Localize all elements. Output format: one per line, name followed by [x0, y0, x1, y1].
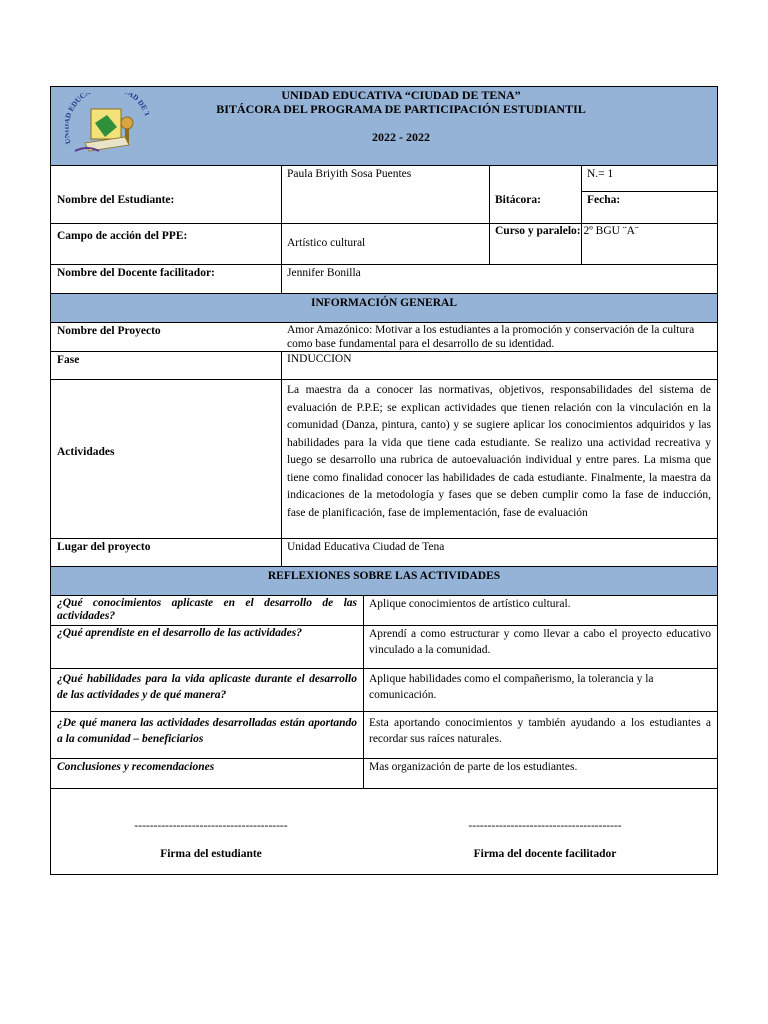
proyecto-value: Amor Amazónico: Motivar a los estudiantes a la promoción y conservación de la cultura como base fundamental para el desarrollo de su identidad.: [287, 324, 695, 350]
reflexion-answer: Mas organización de parte de los estudiantes.: [369, 761, 578, 773]
reflexion-question: ¿Qué conocimientos aplicaste en el desarrollo de las actividades?: [57, 597, 357, 622]
reflexion-answer: Aplique habilidades como el compañerismo, la tolerancia y la comunicación.: [369, 673, 654, 701]
reflexion-question: ¿De qué manera las actividades desarrolladas están aportando a la comunidad – beneficiarios: [57, 717, 357, 745]
section-info-general-title: INFORMACIÓN GENERAL: [311, 297, 457, 309]
log-form: [50, 86, 718, 875]
program-title: BITÁCORA DEL PROGRAMA DE PARTICIPACIÓN ESTUDIANTIL: [216, 102, 586, 116]
signature-label-teacher: Firma del docente facilitador: [473, 848, 617, 860]
signature-line-teacher: ----------------------------------------: [468, 820, 622, 832]
section-reflexiones: [51, 567, 717, 595]
lugar-label: Lugar del proyecto: [57, 541, 151, 553]
signature-line-student: ----------------------------------------: [134, 820, 288, 832]
fase-value: INDUCCION: [287, 353, 352, 365]
school-logo: [65, 93, 149, 159]
campo-label: Campo de acción del PPE:: [57, 230, 188, 242]
section-reflexiones-title: REFLEXIONES SOBRE LAS ACTIVIDADES: [267, 570, 501, 582]
student-value: Paula Briyith Sosa Puentes: [287, 168, 412, 180]
actividades-value: La maestra da a conocer las normativas, objetivos, responsabilidades del sistema de evaluación de P.P.E; se explican actividades que tienen relación con la vinculación en la comunidad (Danza, pintura, canto) y se sugiere aplicar los conocimientos adquiridos y las habilidades para la vida que tiene cada estudiante. Se realizo una actividad recreativa y luego se desarrollo una rubrica de autoevaluación individual y entre pares. La misma que tiene como finalidad conocer las habilidades de cada estudiante. Finalmente, la maestra da indicaciones de la metodología y fases que se deben cumplir como la fase de inducción, fase de planificación, fase de implementación, fase de evaluación: [287, 384, 711, 519]
reflexion-question: Conclusiones y recomendaciones: [57, 761, 215, 773]
reflexion-answer: Esta aportando conocimientos y también ayudando a los estudiantes a recordar sus raíces naturales.: [369, 717, 711, 745]
svg-text:UNIDAD EDUCATIVA CIUDAD DE TEN: EDUC AD DE: [66, 93, 149, 113]
student-label: Nombre del Estudiante:: [57, 194, 175, 206]
campo-value: Artístico cultural: [287, 237, 366, 249]
signature-label-student: Firma del estudiante: [160, 848, 262, 860]
curso-cell: [489, 222, 719, 241]
curso-label: Curso y paralelo:: [495, 225, 581, 237]
year-range: 2022 - 2022: [372, 130, 430, 144]
proyecto-label: Nombre del Proyecto: [57, 325, 161, 337]
section-info-general: [51, 294, 717, 322]
curso-value: 2º BGU ¨A¨: [583, 225, 639, 237]
fecha-label: Fecha:: [587, 194, 621, 206]
header-titles: [151, 87, 651, 144]
docente-value: Jennifer Bonilla: [287, 267, 361, 279]
reflexion-answer: Aprendí a como estructurar y como llevar a cabo el proyecto educativo vinculado a la comunidad.: [369, 628, 711, 656]
reflexion-answer: Aplique conocimientos de artístico cultural.: [369, 598, 571, 610]
actividades-label: Actividades: [57, 446, 115, 458]
reflexion-question: ¿Qué habilidades para la vida aplicaste durante el desarrollo de las actividades y de qué manera?: [57, 673, 357, 701]
docente-label: Nombre del Docente facilitador:: [57, 267, 215, 279]
fase-label: Fase: [57, 354, 80, 366]
bitacora-label: Bitácora:: [495, 194, 541, 206]
bitacora-number: N.= 1: [587, 168, 614, 180]
reflexion-question: ¿Qué aprendiste en el desarrollo de las actividades?: [57, 627, 302, 639]
school-title: UNIDAD EDUCATIVA “CIUDAD DE TENA”: [281, 88, 521, 102]
lugar-value: Unidad Educativa Ciudad de Tena: [287, 541, 445, 553]
